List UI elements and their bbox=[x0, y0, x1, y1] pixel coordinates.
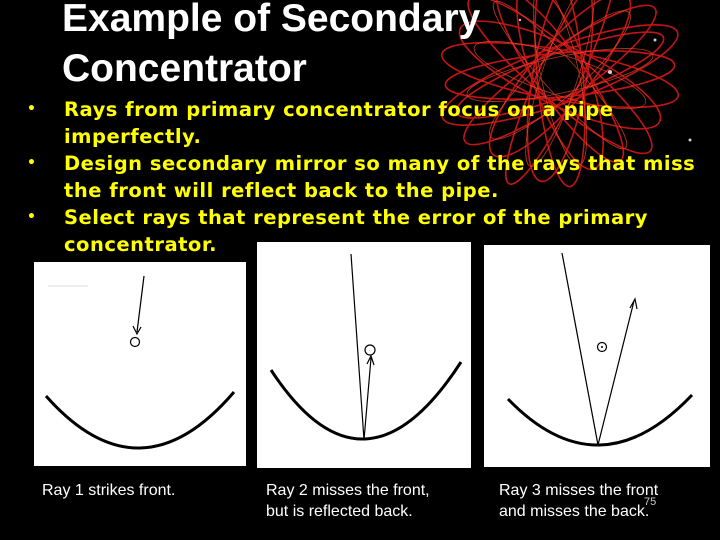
caption-ray3 bbox=[499, 480, 658, 522]
bullet-item bbox=[22, 96, 712, 150]
page-number: 75 bbox=[644, 496, 657, 508]
title-line-1: Example of Secondary bbox=[62, 0, 481, 40]
circle-pipe-icon bbox=[365, 345, 375, 355]
caption-ray3-line2: and misses the back. bbox=[499, 503, 650, 520]
ray2-diagram bbox=[257, 242, 471, 468]
diagram-panel-ray1 bbox=[34, 262, 246, 466]
bullet-marker: • bbox=[27, 101, 37, 117]
bullet-item bbox=[22, 150, 712, 204]
bullet-marker: • bbox=[27, 155, 37, 171]
caption-ray3-line1: Ray 3 misses the front bbox=[499, 482, 659, 499]
slide-title bbox=[62, 0, 622, 94]
arrow-ray-icon bbox=[137, 276, 144, 332]
bullet-text: Design secondary mirror so many of the rays that miss the front will reflect back to the pipe. bbox=[64, 152, 696, 202]
diagram-panel-ray2 bbox=[257, 242, 471, 468]
bullet-marker: • bbox=[27, 209, 37, 225]
ray3-diagram bbox=[484, 245, 710, 467]
title-line-2: Concentrator bbox=[62, 47, 307, 90]
caption-ray2-line1: Ray 2 misses the front, bbox=[266, 482, 430, 499]
arrow-ray-icon bbox=[562, 253, 598, 445]
caption-ray1 bbox=[42, 480, 175, 501]
caption-ray2-line2: but is reflected back. bbox=[266, 503, 413, 520]
diagram-panel-ray3 bbox=[484, 245, 710, 467]
circle-pipe-icon bbox=[131, 338, 140, 347]
arrow-ray-icon bbox=[351, 254, 364, 440]
bullet-text: Select rays that represent the error of the primary concentrator. bbox=[64, 206, 649, 256]
bullet-text: Rays from primary concentrator focus on a pipe imperfectly. bbox=[64, 98, 614, 148]
parabolic-mirror-icon bbox=[46, 392, 234, 448]
ray1-diagram bbox=[34, 262, 246, 466]
parabolic-mirror-icon bbox=[271, 362, 461, 439]
caption-ray2 bbox=[266, 480, 430, 522]
caption-ray1-text: Ray 1 strikes front. bbox=[42, 482, 176, 499]
bullet-list bbox=[22, 96, 712, 258]
